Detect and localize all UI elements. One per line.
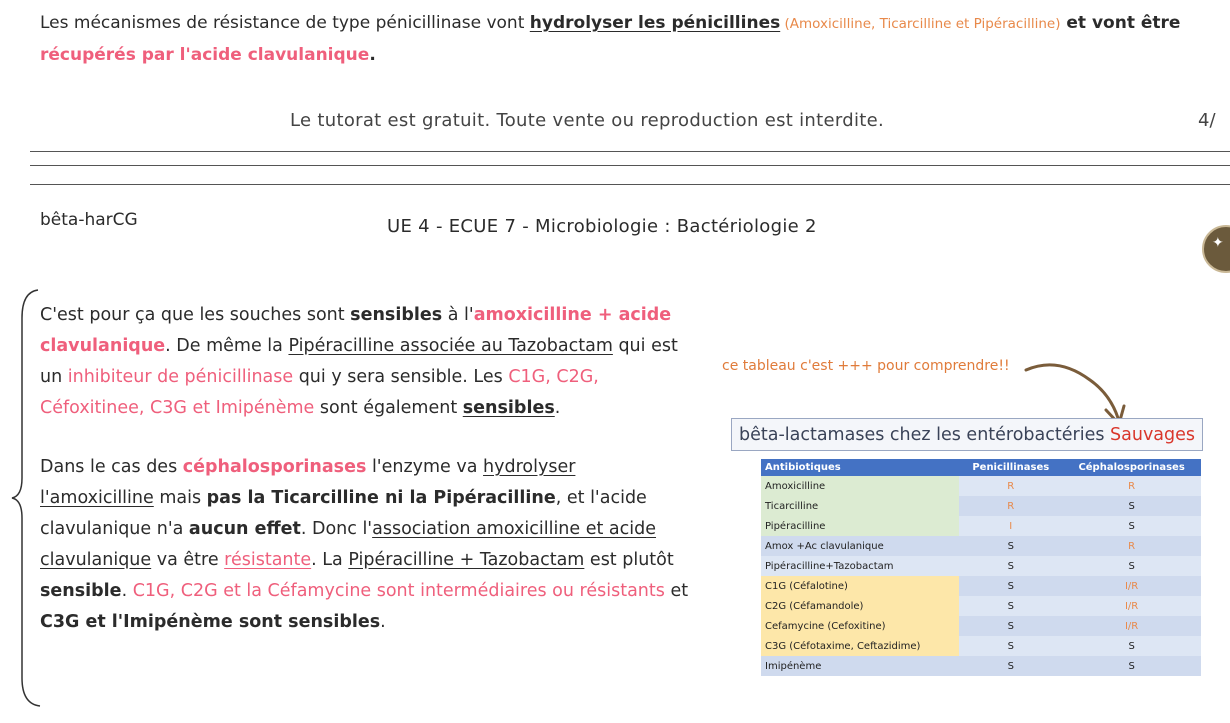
text-emphasis: C3G et l'Imipénème sont sensibles — [40, 612, 381, 632]
antibiotic-cell: Amox +Ac clavulanique — [761, 536, 959, 556]
antibiotic-cell: Cefamycine (Cefoxitine) — [761, 616, 959, 636]
header-author: bêta-harCG — [40, 210, 138, 230]
text-underlined: Pipéracilline associée au Tazobactam — [288, 336, 613, 356]
text-run: , et l'acide clavulanique n'a — [40, 488, 647, 539]
divider — [30, 151, 1230, 152]
text-highlight: récupérés par l'acide clavulanique — [40, 45, 370, 65]
cephalosporinase-cell: S — [1062, 516, 1201, 536]
cephalosporinase-cell: I/R — [1062, 576, 1201, 596]
text-run: mais — [153, 488, 207, 508]
text-run: et — [664, 581, 689, 601]
table-row — [761, 616, 1201, 636]
penicillinase-cell: I — [959, 516, 1062, 536]
table-title-text: bêta-lactamases chez les entérobactéries — [738, 425, 1111, 445]
table-row — [761, 516, 1201, 536]
text-run: . La — [311, 550, 349, 570]
text-run: . — [121, 581, 133, 601]
text-highlight: amoxicilline + acide clavulanique — [40, 305, 672, 356]
antibiotic-cell: C2G (Céfamandole) — [761, 596, 959, 616]
cephalosporinase-cell: I/R — [1062, 596, 1201, 616]
table-row — [761, 576, 1201, 596]
antibiotic-cell: Ticarcilline — [761, 496, 959, 516]
antibiotic-cell: C3G (Céfotaxime, Ceftazidime) — [761, 636, 959, 656]
antibiotic-cell: Amoxicilline — [761, 476, 959, 496]
footer-note: Le tutorat est gratuit. Toute vente ou reproduction est interdite. — [290, 110, 885, 131]
text-run: . Donc l' — [300, 519, 373, 539]
penicillinase-cell: S — [959, 656, 1062, 676]
text-highlight: résistante — [224, 550, 312, 570]
penicillinase-cell: S — [959, 636, 1062, 656]
text-run: Dans le cas des — [40, 457, 183, 477]
text-underlined: hydrolyser l'amoxicilline — [40, 457, 576, 508]
cephalosporinase-cell: R — [1062, 536, 1201, 556]
text-aside: (Amoxicilline, Ticarcilline et Pipéracilline) — [780, 16, 1061, 32]
antibiotic-cell: Pipéracilline — [761, 516, 959, 536]
table-header-row — [761, 459, 1201, 476]
penicillinase-cell: R — [959, 496, 1062, 516]
divider — [30, 165, 1230, 166]
text-highlight: céphalosporinases — [182, 457, 367, 477]
table-row — [761, 536, 1201, 556]
leaf-icon: ✦ — [1212, 235, 1224, 251]
header-title: UE 4 - ECUE 7 - Microbiologie : Bactériologie 2 — [387, 216, 817, 237]
page-number: 4/ — [1198, 110, 1216, 131]
table-row — [761, 496, 1201, 516]
text-emphasis: aucun effet — [188, 519, 301, 539]
logo — [1202, 225, 1230, 273]
text-emphasis: hydrolyser les pénicillines — [529, 13, 781, 33]
text-underlined: Pipéracilline + Tazobactam — [348, 550, 585, 570]
penicillinase-cell: S — [959, 556, 1062, 576]
table-title — [731, 418, 1203, 451]
text-run: . — [380, 612, 386, 632]
text-run: qui est un — [40, 336, 678, 387]
text-run: . De même la — [165, 336, 289, 356]
text-highlight: C1G, C2G et la Céfamycine sont intermédiaires ou résistants — [132, 581, 665, 601]
cephalosporinase-cell: S — [1062, 556, 1201, 576]
text-run: Les mécanismes de résistance de type pénicillinase vont — [40, 13, 530, 33]
penicillinase-cell: S — [959, 596, 1062, 616]
cephalosporinase-cell: S — [1062, 656, 1201, 676]
antibiotic-cell: C1G (Céfalotine) — [761, 576, 959, 596]
table-title-highlight: Sauvages — [1110, 425, 1196, 445]
paragraph-1 — [40, 300, 690, 424]
text-emphasis: pas la Ticarcilline ni la Pipéracilline — [206, 488, 556, 508]
paragraph-2 — [40, 452, 690, 638]
table-row — [761, 476, 1201, 496]
divider — [30, 184, 1230, 185]
table-row — [761, 556, 1201, 576]
cephalosporinase-cell: S — [1062, 496, 1201, 516]
cephalosporinase-cell: R — [1062, 476, 1201, 496]
text-run: sont également — [314, 398, 463, 418]
handwritten-annotation: ce tableau c'est +++ pour comprendre!! — [722, 358, 1010, 374]
penicillinase-cell: R — [959, 476, 1062, 496]
text-highlight: C1G, C2G, Céfoxitinee, C3G et Imipénème — [40, 367, 599, 418]
column-header: Céphalosporinases — [1062, 459, 1201, 476]
text-run: C'est pour ça que les souches sont — [40, 305, 351, 325]
column-header: Antibiotiques — [761, 459, 959, 476]
text-underlined: association amoxicilline et acide clavulanique — [40, 519, 657, 570]
cephalosporinase-cell: S — [1062, 636, 1201, 656]
top-paragraph — [40, 8, 1200, 71]
beta-lactamase-table — [761, 459, 1201, 676]
text-emphasis: sensibles — [350, 305, 443, 325]
antibiotic-cell: Pipéracilline+Tazobactam — [761, 556, 959, 576]
table-row — [761, 596, 1201, 616]
text-run: à l' — [442, 305, 474, 325]
text-highlight: inhibiteur de pénicillinase — [67, 367, 294, 387]
text-run: va être — [151, 550, 225, 570]
text-run: l'enzyme va — [366, 457, 484, 477]
text-run: . — [554, 398, 561, 418]
text-run: qui y sera sensible. Les — [293, 367, 509, 387]
text-run: et vont être — [1060, 13, 1181, 33]
table-row — [761, 656, 1201, 676]
penicillinase-cell: S — [959, 616, 1062, 636]
cephalosporinase-cell: I/R — [1062, 616, 1201, 636]
body-text — [40, 300, 690, 638]
penicillinase-cell: S — [959, 576, 1062, 596]
antibiotic-cell: Imipénème — [761, 656, 959, 676]
beta-lactamase-table-figure — [731, 418, 1203, 676]
text-run: . — [369, 45, 376, 65]
text-run: est plutôt — [584, 550, 674, 570]
penicillinase-cell: S — [959, 536, 1062, 556]
column-header: Penicillinases — [959, 459, 1062, 476]
text-emphasis: sensible — [40, 581, 122, 601]
text-emphasis: sensibles — [462, 398, 555, 418]
table-row — [761, 636, 1201, 656]
